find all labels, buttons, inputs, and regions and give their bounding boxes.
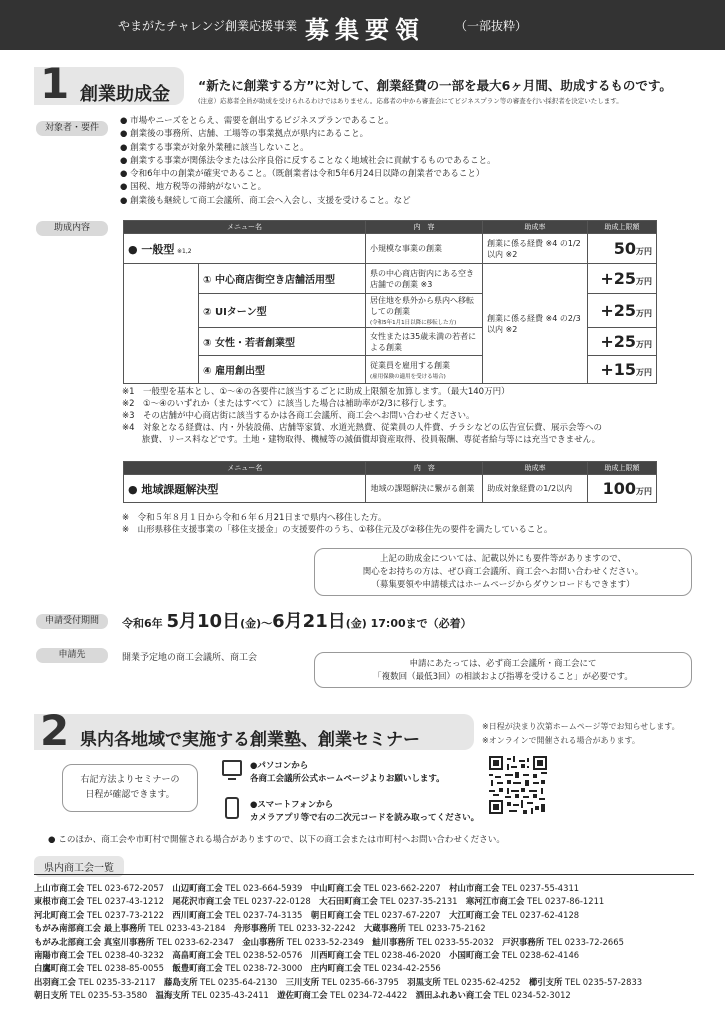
regional-table bbox=[123, 461, 657, 503]
chamber-tel: TEL 0237-55-4311 bbox=[502, 883, 580, 893]
addon-name: ④ 雇用創出型 bbox=[199, 356, 366, 384]
general-content: 小規模な事業の創業 bbox=[366, 234, 483, 264]
chamber-tel: TEL 023-664-5939 bbox=[225, 883, 303, 893]
chamber-tel: TEL 0233-32-2242 bbox=[278, 923, 356, 934]
chamber-name: 鮭川事務所 bbox=[372, 936, 415, 947]
chamber-name: もがみ南部商工会 最上事務所 bbox=[34, 923, 146, 934]
chamber-tel: TEL 023-662-2207 bbox=[363, 883, 441, 893]
chamber-tel: TEL 0237-35-2131 bbox=[380, 896, 458, 907]
footnote: 旅費、リース料などです。土地・建物取得、機械等の減価償却資産取得、役員報酬、専従者給与等には充当できません。 bbox=[122, 435, 601, 445]
chamber-tel: TEL 0237-43-1212 bbox=[86, 896, 164, 907]
apply-box bbox=[314, 652, 692, 688]
header-bar bbox=[0, 0, 725, 50]
chamber-tel: TEL 0238-52-0576 bbox=[225, 950, 303, 961]
chamber-tel: TEL 0237-62-4128 bbox=[502, 909, 580, 920]
period-time: 17:00まで（必着） bbox=[370, 617, 472, 630]
th-menu: メニュー名 bbox=[124, 462, 366, 475]
chamber-name: 大江町商工会 bbox=[449, 909, 500, 920]
addon-content: 従業員を雇用する創業 bbox=[370, 360, 450, 370]
chamber-name: 庄内町商工会 bbox=[310, 963, 361, 974]
chamber-name: 戸沢事務所 bbox=[502, 936, 545, 947]
seminar-info-box bbox=[62, 764, 198, 812]
application-period bbox=[122, 607, 472, 633]
info-line: 上記の助成金については、記載以外にも要件等がありますので、 bbox=[379, 554, 627, 564]
addon-unit: 万円 bbox=[636, 309, 652, 318]
section2-note: ※オンラインで開催される場合があります。 bbox=[482, 736, 640, 745]
addon-amount: +25 bbox=[600, 301, 636, 320]
qr-code-icon[interactable] bbox=[489, 756, 547, 814]
addon-rate: 創業に係る経費 ※4 の2/3以内 ※2 bbox=[483, 264, 588, 384]
chamber-tel: TEL 0233-75-2162 bbox=[408, 923, 486, 934]
eligibility-list bbox=[120, 115, 496, 208]
chamber-name: 三川支所 bbox=[285, 976, 320, 987]
section1-lead: “新たに創業する方”に対して、創業経費の一部を最大6ヶ月間、助成するものです。 bbox=[198, 78, 672, 93]
chamber-name: 櫛引支所 bbox=[528, 976, 563, 987]
chamber-name: 西川町商工会 bbox=[172, 909, 223, 920]
info-line: （募集要領や申請様式はホームページからダウンロードもできます） bbox=[371, 580, 635, 590]
divider bbox=[34, 874, 694, 875]
chamber-row bbox=[34, 882, 642, 895]
period-start-weekday: (金) bbox=[240, 617, 262, 630]
section2-number: 2 bbox=[40, 706, 70, 755]
table-row-regional bbox=[124, 475, 657, 503]
chamber-row bbox=[34, 962, 642, 975]
chamber-row bbox=[34, 976, 642, 989]
chamber-tel: TEL 0237-73-2122 bbox=[86, 909, 164, 920]
page-title: 募集要領 bbox=[305, 16, 425, 44]
chamber-tel: TEL 0235-57-2833 bbox=[565, 976, 643, 987]
chamber-tel: TEL 0238-62-4146 bbox=[502, 950, 580, 961]
chamber-tel: TEL 0238-85-0055 bbox=[86, 963, 164, 974]
chamber-tel: TEL 0238-72-3000 bbox=[225, 963, 303, 974]
period-label: 申請受付期間 bbox=[36, 614, 108, 629]
chamber-name: 尾花沢市商工会 bbox=[172, 896, 231, 907]
apply-text: 開業予定地の商工会議所、商工会 bbox=[122, 653, 258, 663]
addon-content: 県の中心商店街内にある空き店舗での創業 ※3 bbox=[366, 264, 483, 294]
chamber-name: 藤島支所 bbox=[164, 976, 198, 987]
section2-title: 県内各地域で実施する創業塾、創業セミナー bbox=[80, 730, 420, 750]
regional-unit: 万円 bbox=[636, 487, 652, 496]
th-menu: メニュー名 bbox=[124, 221, 366, 234]
addon-content-small: (令和5年1月1日以降に移転した方) bbox=[370, 320, 457, 326]
regional-note: ※ 令和５年８月１日から令和６年６月21日まで県内へ移住した方。 bbox=[122, 513, 387, 523]
addon-content: 居住地を県外から県内へ移転しての創業 bbox=[370, 296, 474, 316]
chamber-tel: TEL 0234-42-2556 bbox=[363, 963, 441, 974]
th-content: 内 容 bbox=[366, 221, 483, 234]
period-start: 5月10日 bbox=[166, 611, 241, 632]
chamber-tel: TEL 023-672-2057 bbox=[86, 883, 164, 893]
th-amount: 助成上限額 bbox=[588, 462, 657, 475]
footnote: ※1 一般型を基本とし、①〜④の各要件に該当するごとに助成上限額を加算します。（最大140万円） bbox=[122, 387, 510, 397]
th-rate: 助成率 bbox=[483, 221, 588, 234]
regional-amount: 100 bbox=[602, 479, 636, 498]
chamber-row bbox=[34, 989, 642, 1002]
addon-name: ① 中心商店街空き店舗活用型 bbox=[199, 264, 366, 294]
addon-amount: +25 bbox=[600, 332, 636, 351]
chamber-tel: TEL 0233-43-2184 bbox=[148, 923, 226, 934]
period-year: 令和6年 bbox=[122, 617, 163, 630]
grant-table bbox=[123, 220, 657, 384]
chamber-name: 朝日支所 bbox=[34, 990, 68, 1001]
th-content: 内 容 bbox=[366, 462, 483, 475]
table-row-general bbox=[124, 234, 657, 264]
footnote: ※3 その店舗が中心商店街に該当するかは各商工会議所、商工会へお問い合わせください。 bbox=[122, 411, 475, 421]
chamber-name: 南陽市商工会 bbox=[34, 950, 85, 961]
apply-line: 「複数回（最低3回）の相談および指導を受けること」が必要です。 bbox=[373, 672, 633, 682]
chamber-name: 上山市商工会 bbox=[34, 883, 85, 893]
page-subtitle: （一部抜粋） bbox=[455, 19, 528, 33]
chamber-tel: TEL 0233-52-2349 bbox=[286, 936, 364, 947]
eligibility-item: ● 令和6年中の創業が確実であること。（既創業者は令和5年6月24日以降の創業者であること） bbox=[120, 169, 485, 180]
chamber-name: 飯豊町商工会 bbox=[172, 963, 223, 974]
chamber-name: 遊佐町商工会 bbox=[277, 990, 328, 1001]
chamber-name: 高畠町商工会 bbox=[172, 950, 223, 961]
addon-name: ③ 女性・若者創業型 bbox=[199, 328, 366, 356]
chamber-name: 出羽商工会 bbox=[34, 976, 76, 987]
program-name: やまがたチャレンジ創業応援事業 bbox=[118, 19, 298, 33]
chamber-tel: TEL 0234-72-4422 bbox=[330, 990, 408, 1001]
chamber-name: 酒田ふれあい商工会 bbox=[415, 990, 491, 1001]
section1-note: (注意）応募者全員が助成を受けられるわけではありません。応募者の中から審査会にてビジネスプラン等の審査を行い採択者を決定いたします。 bbox=[198, 97, 623, 105]
chamber-tel: TEL 0233-72-2665 bbox=[546, 936, 624, 947]
chamber-tel: TEL 0235-62-4252 bbox=[443, 976, 521, 987]
period-end: 6月21日 bbox=[272, 611, 346, 632]
chamber-row bbox=[34, 949, 642, 962]
seminar-info-line: 右記方法よりセミナーの bbox=[80, 775, 180, 785]
chamber-name: 大石田町商工会 bbox=[319, 896, 378, 907]
chamber-name: 中山町商工会 bbox=[310, 883, 361, 893]
period-sep: 〜 bbox=[261, 617, 273, 630]
chamber-tel: TEL 0233-62-2347 bbox=[156, 936, 234, 947]
section1-number: 1 bbox=[40, 59, 70, 108]
chamber-tel: TEL 0237-86-1211 bbox=[527, 896, 605, 907]
smartphone-icon bbox=[225, 797, 239, 819]
chamber-name: 寒河江市商工会 bbox=[465, 896, 525, 907]
chamber-name: 舟形事務所 bbox=[233, 923, 276, 934]
chamber-row bbox=[34, 895, 642, 908]
general-name: ● 一般型 bbox=[128, 242, 175, 256]
general-amount: 50 bbox=[613, 239, 636, 258]
chamber-name: 羽黒支所 bbox=[407, 976, 441, 987]
chamber-name: 朝日町商工会 bbox=[310, 909, 361, 920]
chamber-row bbox=[34, 936, 642, 949]
footnotes bbox=[122, 386, 602, 446]
chamber-tel: TEL 0237-74-3135 bbox=[225, 909, 303, 920]
pc-title: ●パソコンから bbox=[250, 761, 309, 771]
general-rate: 創業に係る経費 ※4 の1/2以内 ※2 bbox=[483, 234, 588, 264]
eligibility-item: ● 国税、地方税等の滞納がないこと。 bbox=[120, 182, 267, 193]
section1-title: 創業助成金 bbox=[80, 84, 170, 105]
chamber-tel: TEL 0235-64-2130 bbox=[200, 976, 278, 987]
addon-name: ② UIターン型 bbox=[199, 294, 366, 328]
eligibility-label: 対象者・要件 bbox=[36, 121, 108, 136]
addon-unit: 万円 bbox=[636, 277, 652, 286]
chamber-name: 河北町商工会 bbox=[34, 909, 85, 920]
footnote: ※2 ①〜④のいずれか（またはすべて）に該当した場合は補助率が2/3に移行します。 bbox=[122, 399, 452, 409]
chamber-name: 東根市商工会 bbox=[34, 896, 85, 907]
eligibility-item: ● 創業する事業が関係法令または公序良俗に反することなく地域社会に貢献するものであること。 bbox=[120, 155, 496, 166]
seminar-info-line: 日程が確認できます。 bbox=[85, 790, 175, 800]
chamber-tel: TEL 0235-66-3795 bbox=[321, 976, 399, 987]
addon-unit: 万円 bbox=[636, 368, 652, 377]
chamber-tel: TEL 0238-46-2020 bbox=[363, 950, 441, 961]
regional-content: 地域の課題解決に繋がる創業 bbox=[366, 475, 483, 503]
chamber-name: 川西町商工会 bbox=[310, 950, 361, 961]
chamber-tel: TEL 0238-40-3232 bbox=[86, 950, 164, 961]
chamber-tel: TEL 0237-22-0128 bbox=[233, 896, 311, 907]
info-line: 関心をお持ちの方は、ぜひ商工会議所、商工会へお問い合わせください。 bbox=[362, 567, 644, 577]
pc-text: 各商工会議所公式ホームページよりお願いします。 bbox=[250, 774, 445, 784]
addon-amount: +25 bbox=[600, 269, 636, 288]
chamber-row bbox=[34, 909, 642, 922]
eligibility-item: ● 創業する事業が対象外業種に該当しないこと。 bbox=[120, 142, 309, 153]
chamber-name: 山辺町商工会 bbox=[172, 883, 223, 893]
chamber-tel: TEL 0233-55-2032 bbox=[416, 936, 494, 947]
chamber-tel: TEL 0235-33-2117 bbox=[78, 976, 156, 987]
eligibility-item: ● 創業後の事務所、店舗、工場等の事業拠点が県内にあること。 bbox=[120, 129, 369, 140]
closing-note: ● このほか、商工会や市町村で開催される場合がありますので、以下の商工会または市町村へお問い合わせください。 bbox=[48, 835, 505, 845]
chamber-tel: TEL 0235-53-3580 bbox=[70, 990, 148, 1001]
chamber-tel: TEL 0237-67-2207 bbox=[363, 909, 441, 920]
chamber-row bbox=[34, 922, 642, 935]
chamber-name: もがみ北部商工会 真室川事務所 bbox=[34, 936, 155, 947]
chamber-name: 村山市商工会 bbox=[449, 883, 500, 893]
section2-note: ※日程が決まり次第ホームページ等でお知らせします。 bbox=[482, 722, 680, 731]
addon-amount: +15 bbox=[600, 360, 636, 379]
table-row-addon bbox=[124, 264, 657, 294]
period-end-weekday: (金) bbox=[345, 617, 367, 630]
regional-name: ● 地域課題解決型 bbox=[124, 475, 366, 503]
general-mark: ※1,2 bbox=[176, 247, 192, 255]
content-label: 助成内容 bbox=[36, 221, 108, 236]
regional-rate: 助成対象経費の1/2以内 bbox=[483, 475, 588, 503]
footnote: ※4 対象となる経費は、内・外装設備、店舗等家賃、水道光熱費、従業員の人件費、チラシなどの広告宣伝費、展示会等への bbox=[122, 423, 603, 433]
eligibility-item: ● 創業後も継続して商工会議所、商工会へ入会し、支援を受けること。など bbox=[120, 195, 411, 206]
sp-text: カメラアプリ等で右の二次元コードを読み取ってください。 bbox=[250, 813, 480, 823]
addon-unit: 万円 bbox=[636, 340, 652, 349]
info-box bbox=[314, 548, 692, 596]
general-unit: 万円 bbox=[636, 247, 652, 256]
chamber-name: 小国町商工会 bbox=[449, 950, 500, 961]
addon-content: 女性または35歳未満の若者による創業 bbox=[366, 328, 483, 356]
addon-content-small: (雇用保険の適用を受ける場合) bbox=[370, 373, 446, 380]
chamber-name: 大蔵事務所 bbox=[363, 923, 406, 934]
th-amount: 助成上限額 bbox=[588, 221, 657, 234]
chamber-tel: TEL 0234-52-3012 bbox=[493, 990, 571, 1001]
apply-label: 申請先 bbox=[36, 648, 108, 663]
th-rate: 助成率 bbox=[483, 462, 588, 475]
chamber-list bbox=[34, 882, 642, 1003]
chamber-name: 白鷹町商工会 bbox=[34, 963, 85, 974]
regional-note: ※ 山形県移住支援事業の「移住支援金」の支援要件のうち、①移住元及び②移住先の要件を満たしていること。 bbox=[122, 525, 553, 535]
chamber-name: 金山事務所 bbox=[242, 936, 285, 947]
regional-notes bbox=[122, 512, 552, 536]
chamber-tel: TEL 0235-43-2411 bbox=[191, 990, 269, 1001]
computer-icon bbox=[222, 760, 242, 776]
eligibility-item: ● 市場やニーズをとらえ、需要を創出するビジネスプランであること。 bbox=[120, 116, 394, 126]
sp-title: ●スマートフォンから bbox=[250, 800, 334, 810]
apply-line: 申請にあたっては、必ず商工会議所・商工会にて bbox=[409, 659, 597, 669]
chamber-list-title: 県内商工会一覧 bbox=[34, 856, 124, 877]
chamber-name: 温海支所 bbox=[155, 990, 190, 1001]
